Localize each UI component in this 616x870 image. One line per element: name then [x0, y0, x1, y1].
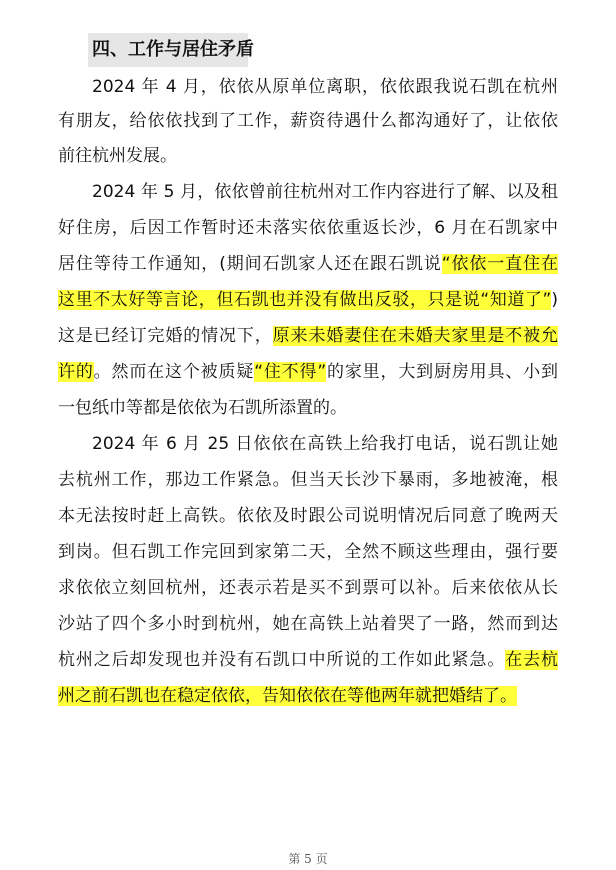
- paragraph-line: 2024 年 4 月，依依从原单位离职，依依跟我说石凯在杭州: [92, 77, 558, 97]
- paragraph-line: [58, 289, 558, 311]
- paragraph-line: 好住房，后因工作暂时还未落实依依重返长沙，6 月在石凯家中: [58, 218, 558, 238]
- highlighted-text: 这里不太好等言论，但石凯也并没有做出反驳，只是说“知道了”: [58, 290, 552, 310]
- paragraph-line: 有朋友，给依依找到了工作，薪资待遇什么都沟通好了，让依依: [58, 111, 558, 131]
- highlighted-text: 原来未婚妻住在未婚夫家里是不被允: [272, 326, 559, 346]
- paragraph-line: 去杭州工作，那边工作紧急。但当天长沙下暴雨，多地被淹，根: [58, 470, 558, 490]
- text-run: 这是已经订完婚的情况下，: [58, 326, 273, 346]
- paragraph-line: [58, 649, 558, 671]
- paragraph-line: 本无法按时赶上高铁。依依及时跟公司说明情况后同意了晚两天: [58, 506, 558, 526]
- paragraph-line: 沙站了四个多小时到杭州，她在高铁上站着哭了一路，然而到达: [58, 614, 558, 634]
- paragraph-line: 到岗。但石凯工作完回到家第二天，全然不顾这些理由，强行要: [58, 542, 558, 562]
- paragraph-line: [58, 361, 558, 383]
- paragraph-line: 求依依立刻回杭州，还表示若是买不到票可以补。后来依依从长: [58, 578, 558, 598]
- highlighted-text: 许的: [58, 362, 94, 382]
- paragraph-line: [58, 685, 558, 707]
- paragraph-line: 前往杭州发展。: [58, 146, 177, 166]
- text-run: 杭州之后却发现也并没有石凯口中所说的工作如此紧急。: [58, 650, 506, 670]
- paragraph-line: 2024 年 6 月 25 日依依在高铁上给我打电话，说石凯让她: [92, 434, 558, 454]
- text-run: 居住等待工作通知，(期间石凯家人还在跟石凯说: [58, 254, 442, 274]
- paragraph-line: 2024 年 5 月，依依曾前往杭州对工作内容进行了解、以及租: [92, 182, 558, 202]
- highlighted-text: 在去杭: [505, 650, 559, 670]
- section-heading: 四、工作与居住矛盾: [88, 33, 248, 67]
- text-run: ): [551, 290, 558, 310]
- highlighted-text: 州之前石凯也在稳定依依，告知依依在等他两年就把婚结了。: [58, 686, 517, 706]
- page-number: 第 5 页: [288, 852, 328, 866]
- highlighted-text: “住不得”: [254, 362, 327, 382]
- text-run: 。然而在这个被质疑: [93, 362, 255, 382]
- paragraph-line: [58, 253, 558, 275]
- text-run: 的家里，大到厨房用具、小到: [326, 362, 559, 382]
- highlighted-text: “依依一直住在: [441, 254, 559, 274]
- paragraph-line: 一包纸巾等都是依依为石凯所添置的。: [58, 398, 347, 418]
- paragraph-line: [58, 325, 558, 347]
